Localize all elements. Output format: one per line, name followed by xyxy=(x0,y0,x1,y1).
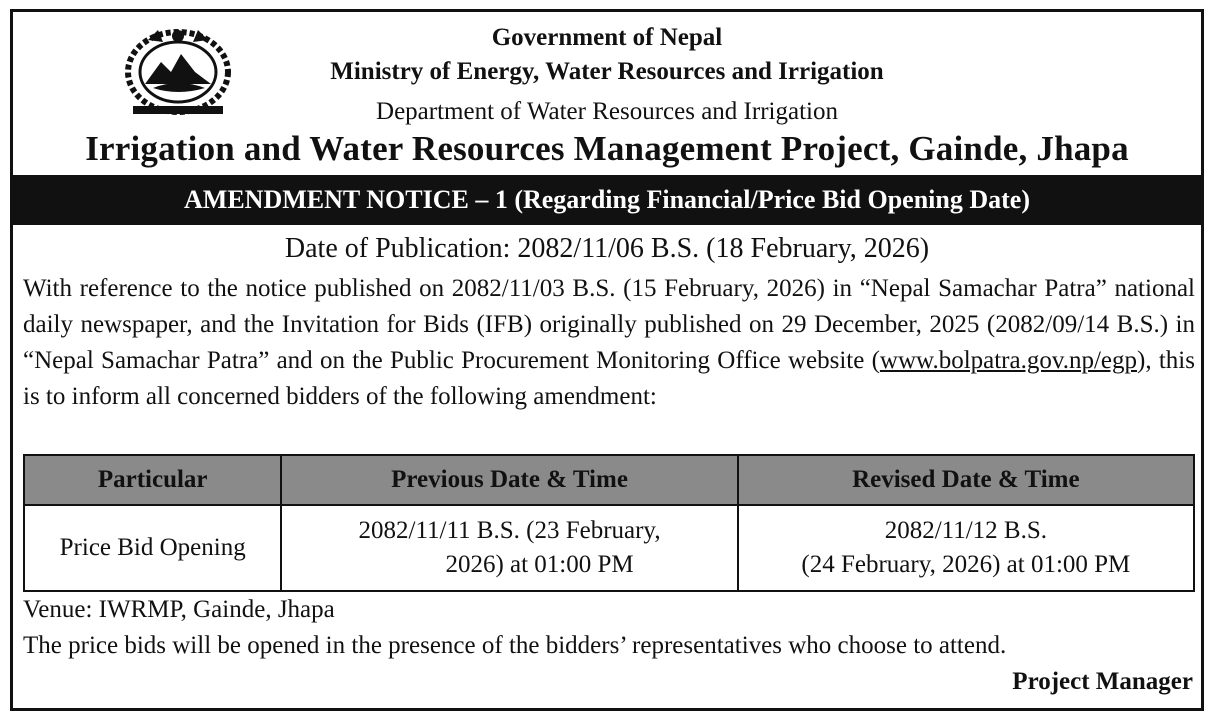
venue-text: Venue: IWRMP, Gainde, Jhapa xyxy=(23,596,335,623)
previous-date-line2: 2026) at 01:00 PM xyxy=(445,551,634,578)
column-header-previous: Previous Date & Time xyxy=(281,455,737,505)
amendment-banner xyxy=(13,175,1201,225)
cell-particular: Price Bid Opening xyxy=(24,505,281,591)
department-heading: Department of Water Resources and Irrigation xyxy=(376,98,838,125)
table-row xyxy=(24,505,1194,591)
signature-project-manager: Project Manager xyxy=(1012,668,1193,695)
presence-text: The price bids will be opened in the presence of the bidders’ representatives who choose to attend. xyxy=(23,632,1007,659)
project-title: Irrigation and Water Resources Management Project, Gainde, Jhapa xyxy=(85,129,1129,168)
revised-date-line2: (24 February, 2026) at 01:00 PM xyxy=(801,551,1131,578)
table-header-row xyxy=(24,455,1194,505)
amendment-title: AMENDMENT NOTICE – 1 (Regarding Financial/Price Bid Opening Date) xyxy=(184,185,1030,214)
bolpatra-link[interactable]: www.bolpatra.gov.np/egp xyxy=(879,347,1138,374)
ministry-heading: Ministry of Energy, Water Resources and Irrigation xyxy=(330,58,884,85)
revised-date-line1: 2082/11/12 B.S. xyxy=(884,517,1047,544)
column-header-revised: Revised Date & Time xyxy=(738,455,1194,505)
column-header-particular: Particular xyxy=(24,455,281,505)
body-text-part2: ), this is to inform all concerned bidders of the following amendment: xyxy=(23,347,1195,410)
cell-revised-date xyxy=(738,505,1194,591)
body-text-part1: With reference to the notice published on 2082/11/03 B.S. (15 February, 2026) in “Nepal Samachar Patra” national daily newspaper, and the Invitation for Bids (IFB) originally published on 29 December, 2025 (2082/09/14 B.S.) in “Nepal Samachar Patra” and on the Public Procurement Monitoring Office website ( xyxy=(23,275,1195,374)
previous-date-line1: 2082/11/11 B.S. (23 February, xyxy=(358,517,661,544)
publication-date: Date of Publication: 2082/11/06 B.S. (18 February, 2026) xyxy=(284,233,930,264)
notice-frame xyxy=(10,9,1204,711)
notice-body xyxy=(23,271,1195,415)
amendment-table xyxy=(23,454,1195,592)
cell-previous-date xyxy=(281,505,737,591)
government-heading: Government of Nepal xyxy=(491,24,723,51)
